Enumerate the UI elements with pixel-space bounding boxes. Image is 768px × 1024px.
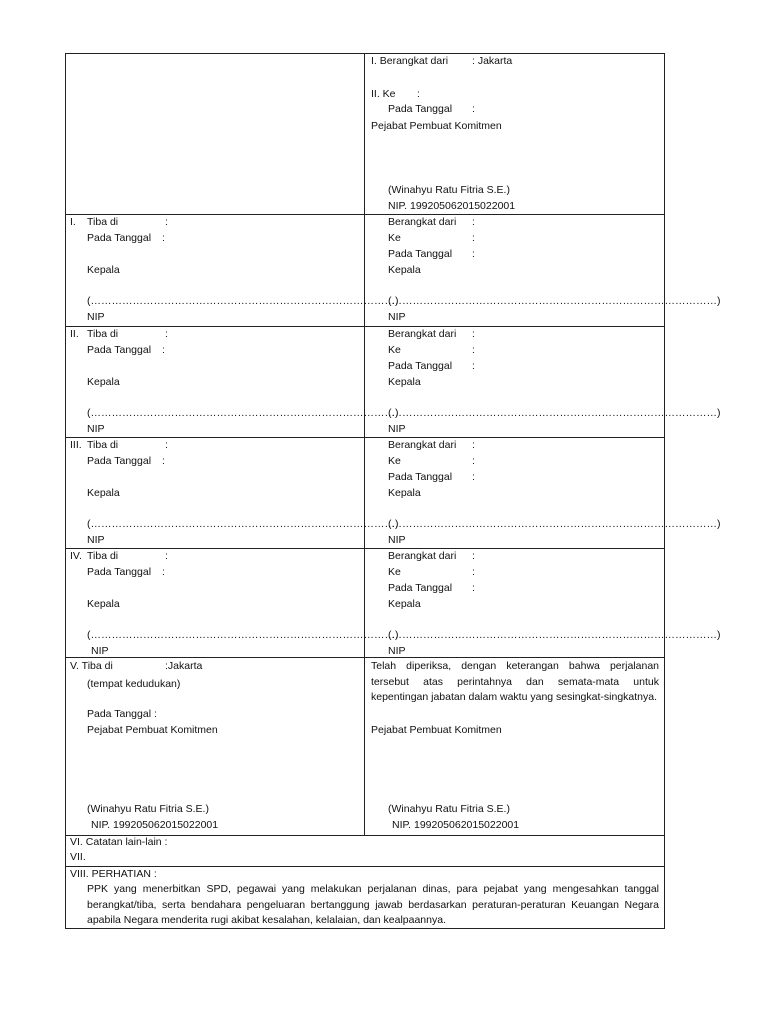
notes-line-6: VI. Catatan lain-lain : [70, 836, 168, 848]
section-v-date: Pada Tanggal : [87, 708, 157, 720]
departure-nip-label: NIP [388, 311, 406, 323]
arrival-date-label: Pada Tanggal [87, 455, 152, 467]
departure-colon: : [472, 439, 475, 451]
destination-colon: : [472, 566, 475, 578]
departure-signature-line: (…………………………………………………………………………………) [388, 295, 721, 307]
arrival-date-colon: : [162, 566, 165, 578]
destination-label: Ke [388, 455, 401, 467]
arrival-label: Tiba di [87, 328, 119, 340]
destination-label: II. Ke [371, 88, 396, 100]
departure-nip-label: NIP [388, 534, 406, 546]
departure-signature-line: (…………………………………………………………………………………) [388, 518, 721, 530]
departure-head-label: Kepala [388, 487, 421, 499]
departure-date-colon: : [472, 582, 475, 594]
section-v-arrive-value: :Jakarta [165, 660, 203, 672]
destination-colon: : [472, 344, 475, 356]
arrival-date-colon: : [162, 455, 165, 467]
departure-colon: : [472, 550, 475, 562]
date-colon: : [472, 103, 475, 115]
row-divider [66, 214, 664, 215]
destination-colon: : [472, 455, 475, 467]
signer-nip: NIP. 199205062015022001 [388, 200, 516, 212]
departure-signature-line: (…………………………………………………………………………………) [388, 629, 721, 641]
arrival-head-label: Kepala [87, 487, 120, 499]
departure-date-label: Pada Tanggal [388, 582, 453, 594]
departure-nip-label: NIP [388, 423, 406, 435]
verification-statement: Telah diperiksa, dengan keterangan bahwa perjalanan tersebut atas perintahnya dan semata-mata untuk kepentingan jabatan dalam waktu yang sesingkat-singkatnya. [371, 660, 659, 703]
section-v-seat: (tempat kedudukan) [87, 678, 181, 690]
arrival-nip-label: NIP [87, 311, 105, 323]
departure-label: Berangkat dari [388, 550, 457, 562]
arrival-signature-line: (……………………………………………………………………………) [87, 407, 399, 419]
column-divider [364, 54, 365, 835]
notes-line-7: VII. [70, 851, 86, 863]
row-divider [66, 657, 664, 658]
arrival-signature-line: (……………………………………………………………………………) [87, 295, 399, 307]
departure-label: Berangkat dari [388, 328, 457, 340]
arrival-colon: : [165, 550, 168, 562]
arrival-date-colon: : [162, 232, 165, 244]
destination-colon: : [472, 232, 475, 244]
section-v-official: Pejabat Pembuat Komitmen [87, 724, 218, 736]
arrival-date-label: Pada Tanggal [87, 566, 152, 578]
departure-colon: : [472, 216, 475, 228]
destination-label: Ke [388, 344, 401, 356]
departure-date-label: Pada Tanggal [388, 471, 453, 483]
arrival-nip-label: NIP [87, 423, 105, 435]
row-divider [66, 548, 664, 549]
arrival-nip-label: NIP [87, 534, 105, 546]
section-v-signer-nip: NIP. 199205062015022001 [91, 819, 219, 831]
section-v-signer-name: (Winahyu Ratu Fitria S.E.) [87, 803, 209, 815]
departure-date-colon: : [472, 248, 475, 260]
section-number: I. [70, 216, 76, 228]
departure-date-label: Pada Tanggal [388, 360, 453, 372]
arrival-label: Tiba di [87, 216, 119, 228]
destination-label: Ke [388, 232, 401, 244]
departure-head-label: Kepala [388, 598, 421, 610]
date-label: Pada Tanggal [388, 103, 453, 115]
departure-colon: : [472, 328, 475, 340]
arrival-head-label: Kepala [87, 598, 120, 610]
departure-value: : Jakarta [472, 55, 513, 67]
arrival-colon: : [165, 439, 168, 451]
arrival-colon: : [165, 328, 168, 340]
arrival-date-label: Pada Tanggal [87, 232, 152, 244]
verification-signer-nip: NIP. 199205062015022001 [392, 819, 520, 831]
section-number: II. [70, 328, 79, 340]
arrival-head-label: Kepala [87, 376, 120, 388]
arrival-signature-line: (……………………………………………………………………………) [87, 518, 399, 530]
departure-label: Berangkat dari [388, 216, 457, 228]
departure-signature-line: (…………………………………………………………………………………) [388, 407, 721, 419]
arrival-colon: : [165, 216, 168, 228]
departure-date-colon: : [472, 471, 475, 483]
arrival-label: Tiba di [87, 439, 119, 451]
arrival-date-colon: : [162, 344, 165, 356]
attention-body: PPK yang menerbitkan SPD, pegawai yang melakukan perjalanan dinas, para pejabat yang mengesahkan tanggal berangkat/tiba, serta bendahara pengeluaran bertanggung jawab berdasarkan peraturan-peraturan Keuangan Negara apabila Negara menderita rugi akibat kesalahan, kelalaian, dan kealpaannya. [87, 883, 659, 926]
section-v-arrive-label: V. Tiba di [70, 660, 113, 672]
arrival-head-label: Kepala [87, 264, 120, 276]
destination-label: Ke [388, 566, 401, 578]
verification-signer-name: (Winahyu Ratu Fitria S.E.) [388, 803, 510, 815]
section-number: III. [70, 439, 82, 451]
arrival-signature-line: (……………………………………………………………………………) [87, 629, 399, 641]
row-divider [66, 326, 664, 327]
section-number: IV. [70, 550, 82, 562]
arrival-label: Tiba di [87, 550, 119, 562]
departure-head-label: Kepala [388, 264, 421, 276]
departure-date-label: Pada Tanggal [388, 248, 453, 260]
departure-nip-label: NIP [388, 645, 406, 657]
departure-head-label: Kepala [388, 376, 421, 388]
destination-colon: : [417, 88, 420, 100]
travel-document-form [65, 53, 665, 929]
departure-date-colon: : [472, 360, 475, 372]
departure-label: I. Berangkat dari [371, 55, 449, 67]
departure-label: Berangkat dari [388, 439, 457, 451]
row-divider [66, 437, 664, 438]
verification-official: Pejabat Pembuat Komitmen [371, 724, 502, 736]
arrival-nip-label: NIP [91, 645, 109, 657]
attention-title: VIII. PERHATIAN : [70, 868, 157, 880]
official-title: Pejabat Pembuat Komitmen [371, 120, 502, 132]
row-divider [66, 866, 664, 867]
signer-name: (Winahyu Ratu Fitria S.E.) [388, 184, 510, 196]
arrival-date-label: Pada Tanggal [87, 344, 152, 356]
